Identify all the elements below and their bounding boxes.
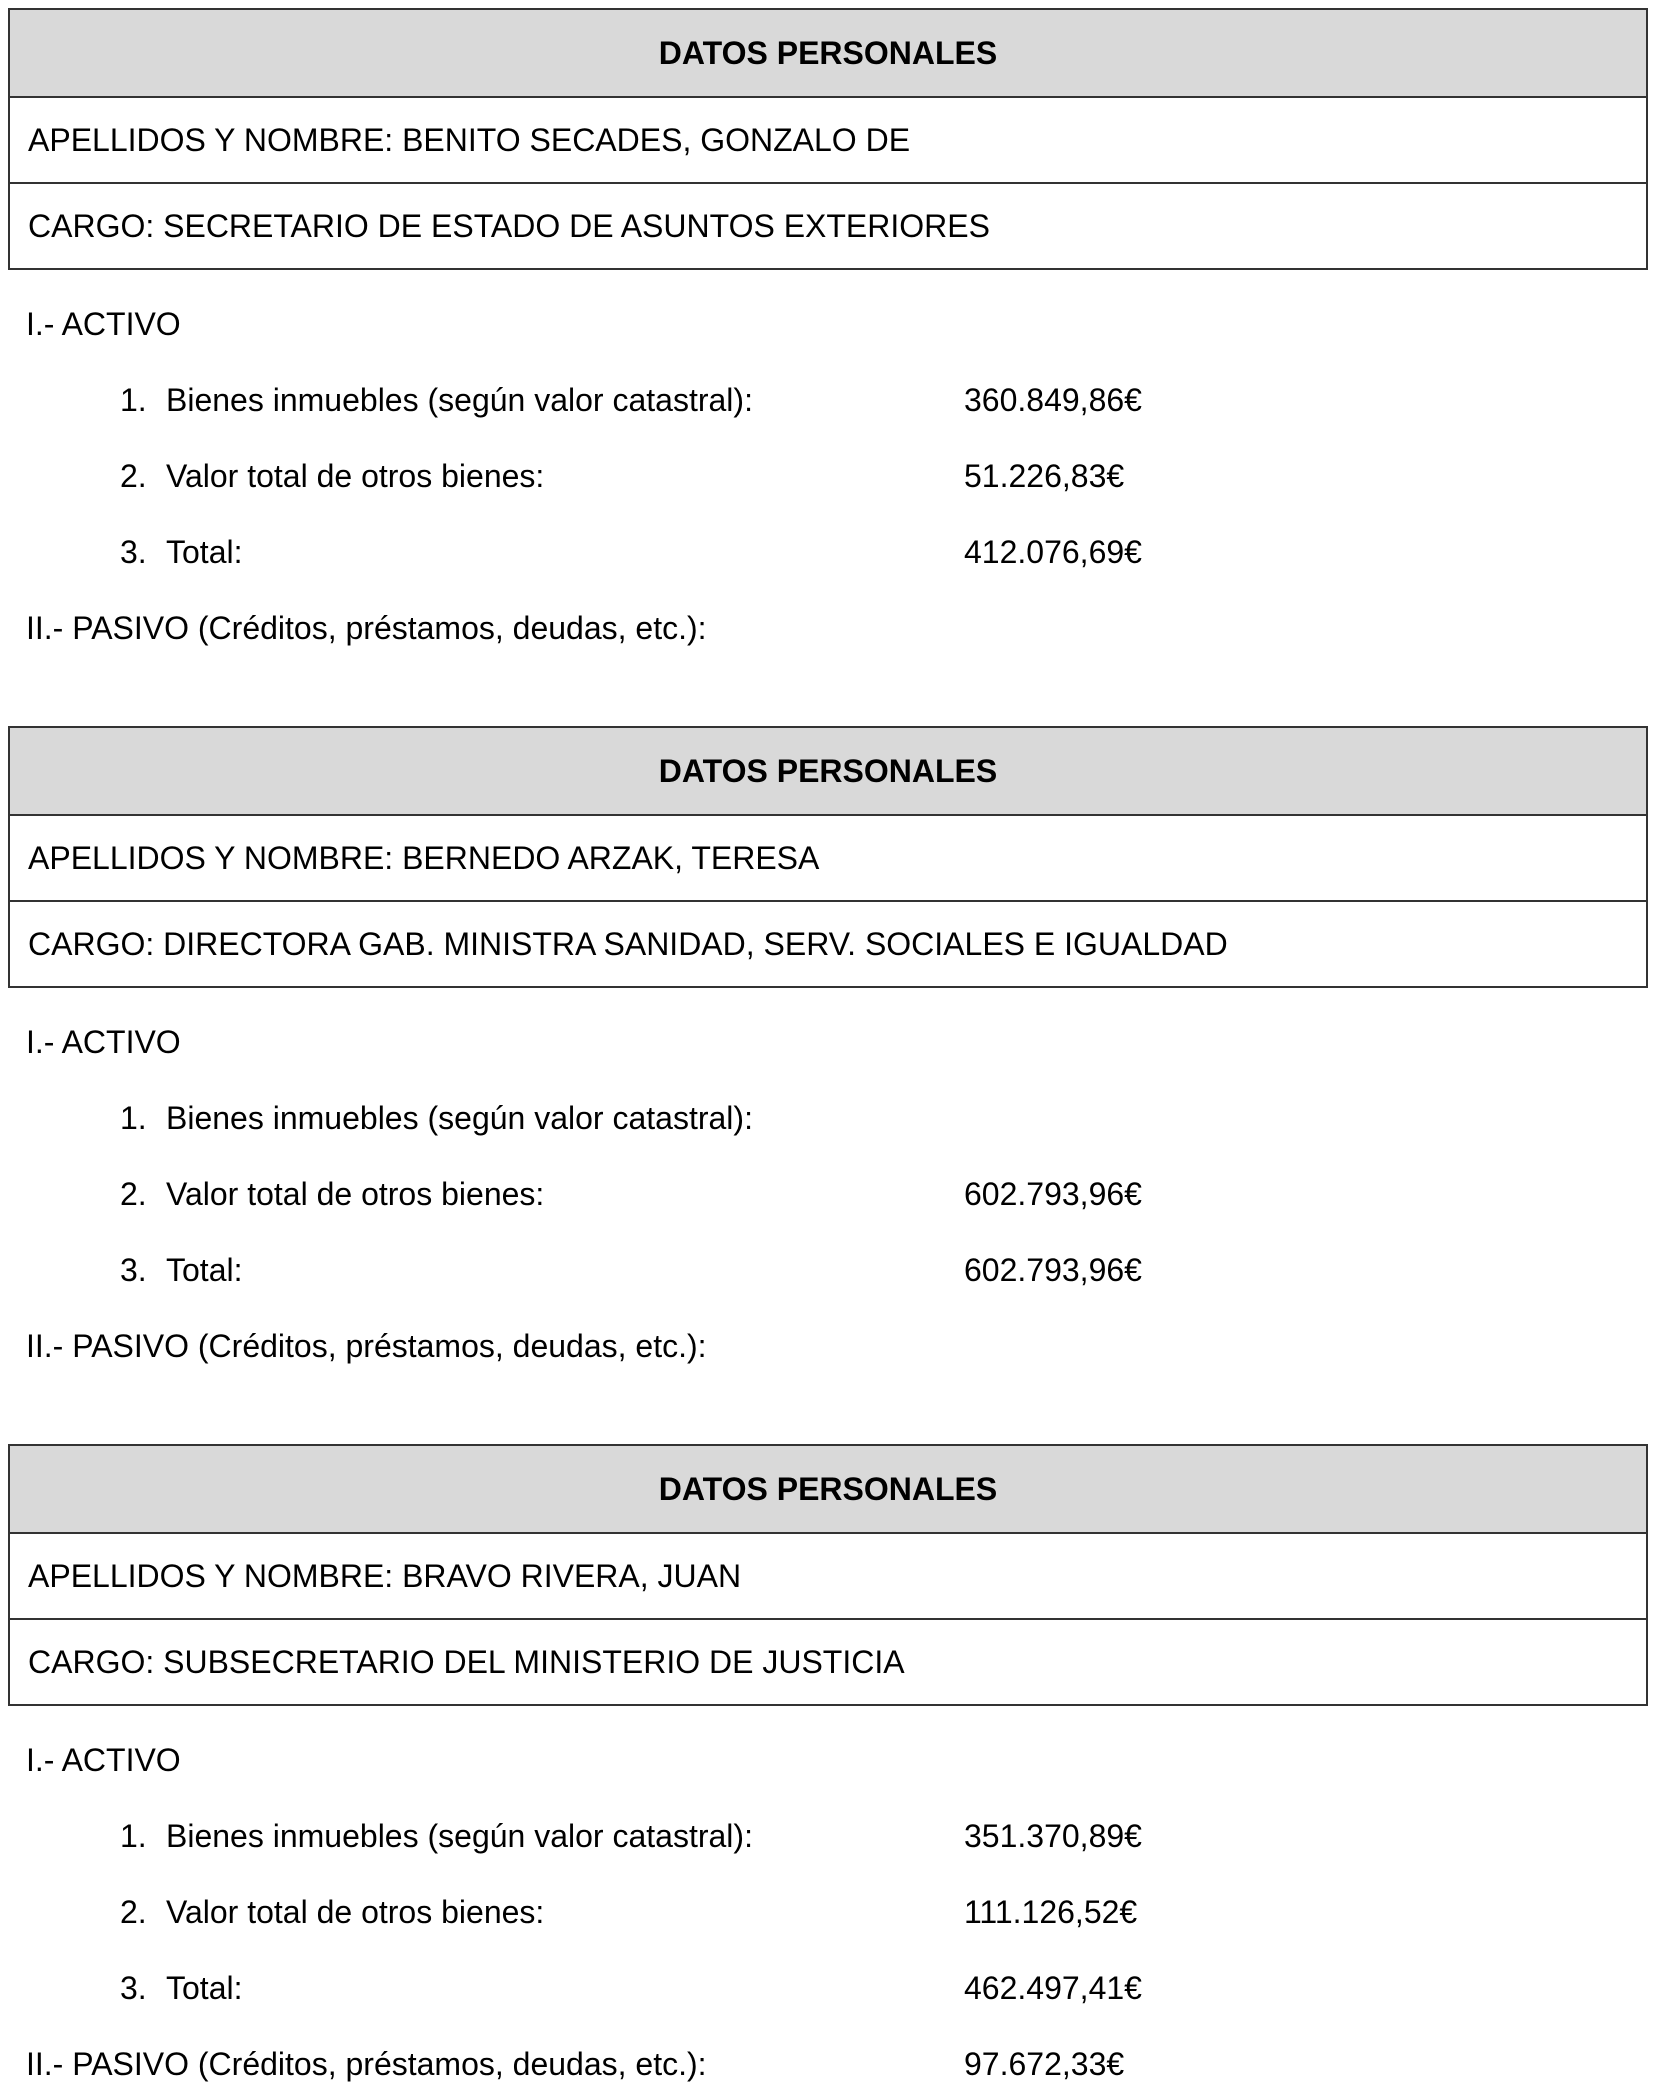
item-label: Total: <box>166 534 243 570</box>
pasivo-heading: II.- PASIVO (Créditos, préstamos, deudas, etc.): <box>26 610 707 646</box>
item-number: 3. <box>120 1252 147 1288</box>
item-value: 412.076,69€ <box>964 534 1142 570</box>
item-label: Total: <box>166 1970 243 2006</box>
item-label: Valor total de otros bienes: <box>166 1176 545 1212</box>
item-number: 2. <box>120 1176 147 1212</box>
cargo-line: CARGO: DIRECTORA GAB. MINISTRA SANIDAD, SERV. SOCIALES E IGUALDAD <box>10 900 1646 986</box>
item-value: 351.370,89€ <box>964 1818 1142 1854</box>
item-value: 602.793,96€ <box>964 1252 1142 1288</box>
cargo-line: CARGO: SUBSECRETARIO DEL MINISTERIO DE JUSTICIA <box>10 1618 1646 1704</box>
declaration-record <box>8 726 1648 1364</box>
item-label: Bienes inmuebles (según valor catastral): <box>166 382 753 418</box>
personal-data-table <box>8 726 1648 988</box>
item-number: 1. <box>120 1818 147 1854</box>
personal-data-header: DATOS PERSONALES <box>10 728 1646 814</box>
item-number: 1. <box>120 382 147 418</box>
name-line: APELLIDOS Y NOMBRE: BERNEDO ARZAK, TERESA <box>10 814 1646 900</box>
item-number: 2. <box>120 1894 147 1930</box>
personal-data-table <box>8 1444 1648 1706</box>
declaration-record <box>8 8 1648 646</box>
item-value: 462.497,41€ <box>964 1970 1142 2006</box>
name-line: APELLIDOS Y NOMBRE: BENITO SECADES, GONZALO DE <box>10 96 1646 182</box>
item-number: 2. <box>120 458 147 494</box>
personal-data-header: DATOS PERSONALES <box>10 10 1646 96</box>
personal-data-header: DATOS PERSONALES <box>10 1446 1646 1532</box>
activo-heading: I.- ACTIVO <box>26 1024 181 1060</box>
cargo-line: CARGO: SECRETARIO DE ESTADO DE ASUNTOS EXTERIORES <box>10 182 1646 268</box>
item-number: 1. <box>120 1100 147 1136</box>
item-label: Bienes inmuebles (según valor catastral): <box>166 1100 753 1136</box>
item-label: Valor total de otros bienes: <box>166 1894 545 1930</box>
pasivo-value: 97.672,33€ <box>964 2046 1125 2082</box>
item-value: 602.793,96€ <box>964 1176 1142 1212</box>
activo-heading: I.- ACTIVO <box>26 306 181 342</box>
item-value: 51.226,83€ <box>964 458 1125 494</box>
pasivo-heading: II.- PASIVO (Créditos, préstamos, deudas, etc.): <box>26 2046 707 2082</box>
item-value: 360.849,86€ <box>964 382 1142 418</box>
declaration-record <box>8 1444 1648 2082</box>
item-number: 3. <box>120 534 147 570</box>
item-label: Bienes inmuebles (según valor catastral): <box>166 1818 753 1854</box>
pasivo-heading: II.- PASIVO (Créditos, préstamos, deudas, etc.): <box>26 1328 707 1364</box>
item-label: Valor total de otros bienes: <box>166 458 545 494</box>
name-line: APELLIDOS Y NOMBRE: BRAVO RIVERA, JUAN <box>10 1532 1646 1618</box>
item-label: Total: <box>166 1252 243 1288</box>
personal-data-table <box>8 8 1648 270</box>
item-value: 111.126,52€ <box>964 1894 1138 1930</box>
activo-heading: I.- ACTIVO <box>26 1742 181 1778</box>
item-number: 3. <box>120 1970 147 2006</box>
